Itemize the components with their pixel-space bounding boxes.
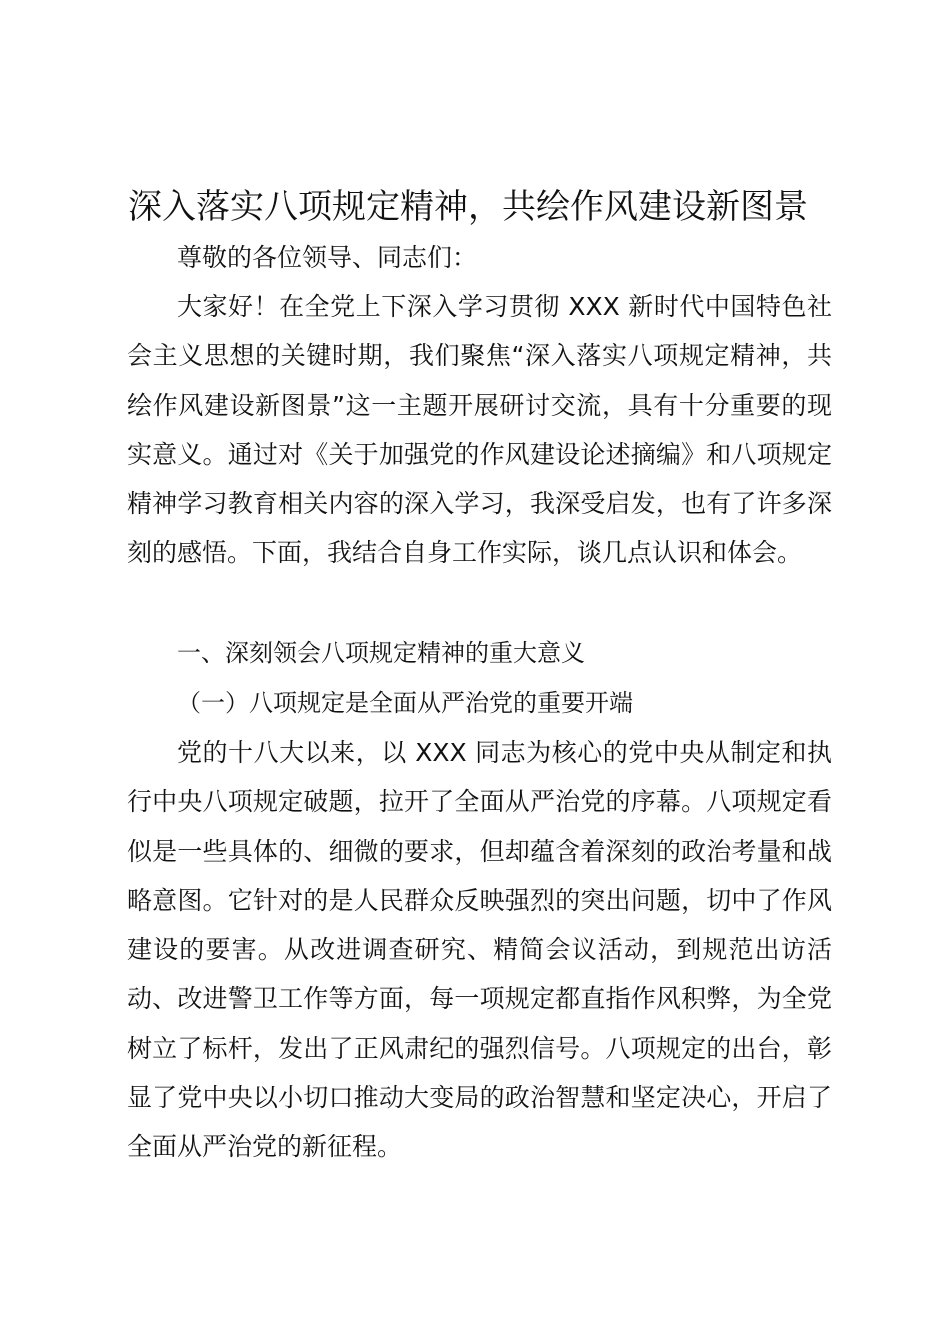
subsection-heading-1: （一）八项规定是全面从严治党的重要开端 [177,689,633,717]
intro-paragraph: 大家好！在全党上下深入学习贯彻 XXX 新时代中国特色社会主义思想的关键时期，我们聚焦“深入落实八项规定精神，共绘作风建设新图景”这一主题开展研讨交流，具有十分重要的现实意义。通过对《关于加强党的作风建设论述摘编》和八项规定精神学习教育相关内容的深入学习，我深受启发，也有了许多深刻的感悟。下面，我结合自身工作实际，谈几点认识和体会。 [127,292,832,568]
greeting-paragraph: 尊敬的各位领导、同志们： [177,243,478,272]
subsection-body-paragraph: 党的十八大以来，以 XXX 同志为核心的党中央从制定和执行中央八项规定破题，拉开了全面从严治党的序幕。八项规定看似是一些具体的、细微的要求，但却蕴含着深刻的政治考量和战略意图。它针对的是人民群众反映强烈的突出问题，切中了作风建设的要害。从改进调查研究、精简会议活动，到规范出访活动、改进警卫工作等方面，每一项规定都直指作风积弊，为全党树立了标杆，发出了正风肃纪的强烈信号。八项规定的出台，彰显了党中央以小切口推动大变局的政治智慧和坚定决心，开启了全面从严治党的新征程。 [127,738,832,1162]
document-title: 深入落实八项规定精神，共绘作风建设新图景 [128,187,808,227]
section-heading-1: 一、深刻领会八项规定精神的重大意义 [177,639,585,667]
